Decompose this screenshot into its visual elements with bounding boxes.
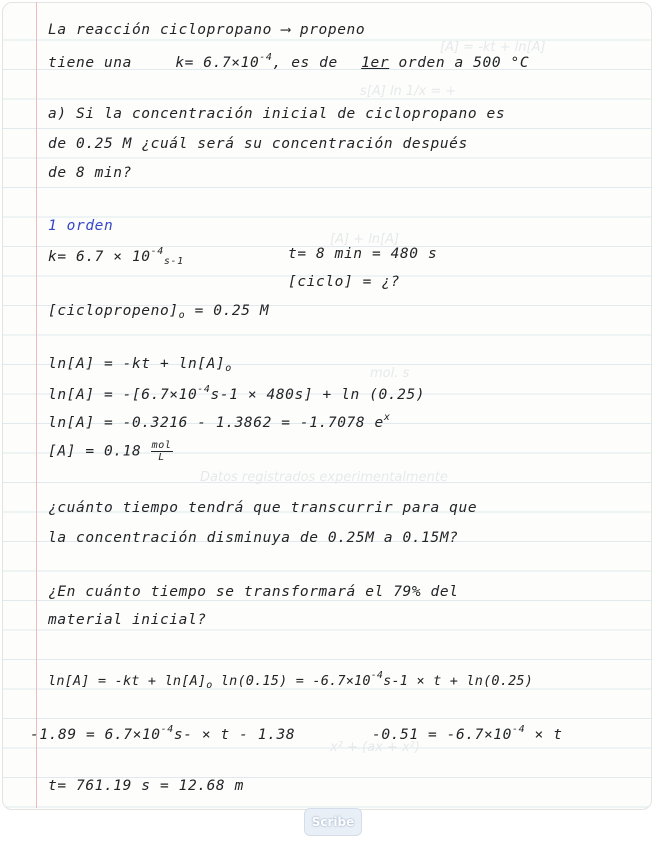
equation-4: [A] = 0.18 $\frac{\text{mol}}{L}$ [48,440,172,463]
rate-constant: $k= 6.7 \times 10^{-4}_{s-1}$ [48,246,184,267]
result-time: t= 761.19 s = 12.68 m [48,778,244,794]
equation-1: $\ln[A] = -kt + \ln[A]_o$ [48,356,232,374]
unknown-concentration: [ciclo] = ¿? [288,274,400,290]
initial-concentration: $[ciclopropeno]_o = 0.25$ M [48,303,270,321]
statement-line-1: La reacción ciclopropano ⟶ propeno [48,22,366,38]
margin-line [36,2,37,808]
question-a-line-1: a) Si la concentración inicial de ciclopropano es [48,106,506,122]
question-c-line-2: material inicial? [48,612,207,628]
bleed-through-mark: mol. s [370,366,410,381]
time-given: t= 8 min = 480 s [288,246,438,262]
bleed-through-mark: s[A] ln 1/x = + [360,84,457,99]
question-a-line-2: de 0.25 M ¿cuál será su concentración después [48,136,468,152]
equation-2: $\ln[A] = -[6.7\times 10^{-4}s-1 \times 480s] + \ln (0.25)$ [48,384,426,403]
equation-5: $\ln[A] = -kt + \ln[A]_o$ $\ln(0.15) = -6.7\times 10^{-4}s-1 \times t + \ln(0.25)$ [48,670,534,691]
bleed-through-mark: [A] = -kt + ln[A] [440,40,546,55]
unit-fraction: $\frac{\text{mol}}{L}$ [151,440,172,463]
equation-6-right: $-0.51 = -6.7\times 10^{-4} \times t$ [372,724,563,743]
bleed-through-mark: x² + (ax + x²) [330,740,420,755]
section-heading: 1 orden [48,218,114,234]
question-b-line-2: la concentración disminuya de 0.25M a 0.15M? [48,530,459,546]
question-b-line-1: ¿cuánto tiempo tendrá que transcurrir para que [48,500,478,516]
question-c-line-1: ¿En cuánto tiempo se transformará el 79% del [48,584,459,600]
bleed-through-mark: [A] + ln[A] [330,232,400,247]
scribe-logo: Scribe [304,808,362,836]
question-a-line-3: de 8 min? [48,165,132,181]
statement-line-2: tiene una $k= 6.7\times 10^{-4}$, es de 1er orden a 500 °C [48,52,530,71]
equation-3: ln[A] = -0.3216 - 1.3862 = -1.7078 $e^x$ [48,412,391,431]
bleed-through-mark: Datos registrados experimentalmente [200,470,448,485]
equation-6: $-1.89 = 6.7\times 10^{-4}s- \times t - 1.38$ [30,724,296,743]
